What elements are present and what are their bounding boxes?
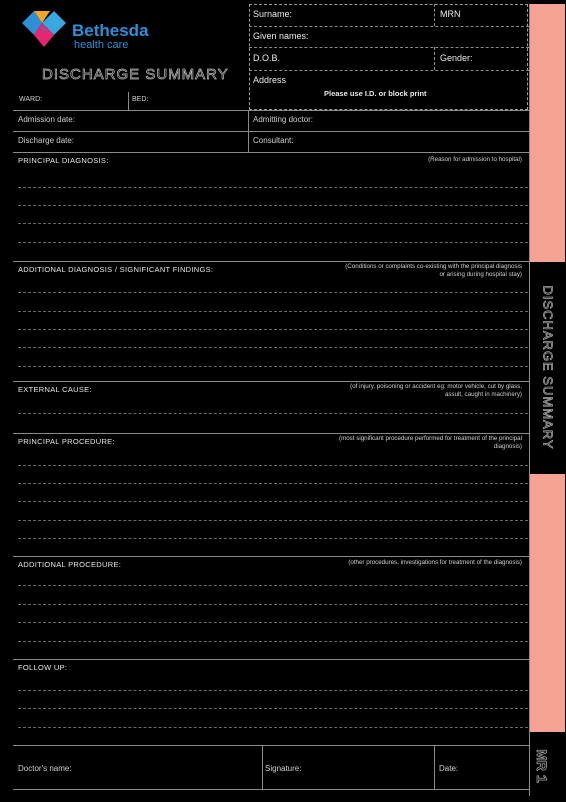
revision-code — [0, 749, 1, 781]
gender-label: Gender: — [440, 53, 473, 63]
given-names-field[interactable] — [320, 27, 526, 46]
external-cause-label: EXTERNAL CAUSE: — [18, 385, 92, 394]
admission-date-field[interactable] — [86, 111, 246, 130]
follow-up-label: FOLLOW UP: — [18, 663, 68, 672]
dob-label: D.O.B. — [253, 53, 281, 63]
principal-diagnosis-hint: (Reason for admission to hospital) — [428, 156, 522, 163]
additional-procedure-hint: (other procedures, investigations for treatment of the diagnosis) — [348, 559, 522, 566]
external-cause-hint: (of injury, poisoning or accident eg: motor vehicle, cut by glass, assult, caught in machinery) — [350, 383, 522, 398]
date-label: Date: — [439, 764, 459, 773]
additional-procedure-field[interactable] — [14, 570, 528, 658]
side-tab-accent-top — [530, 4, 565, 262]
address-field[interactable] — [295, 71, 526, 86]
surname-label: Surname: — [253, 9, 293, 19]
follow-up-field[interactable] — [14, 675, 528, 743]
discharge-date-field[interactable] — [84, 132, 246, 151]
dob-field[interactable] — [282, 48, 432, 69]
ward-field[interactable] — [17, 91, 127, 110]
date-field[interactable] — [462, 747, 526, 787]
logo-tagline: health care — [74, 39, 129, 51]
additional-diagnosis-field[interactable] — [14, 280, 528, 380]
discharge-date-label: Discharge date: — [18, 136, 75, 145]
bed-field[interactable] — [129, 91, 247, 110]
principal-procedure-field[interactable] — [14, 455, 528, 555]
principal-procedure-hint: (most significant procedure performed for treatment of the principal diagnosis) — [339, 435, 522, 450]
doctor-name-label: Doctor's name: — [18, 764, 72, 773]
admitting-doctor-label: Admitting doctor: — [253, 115, 314, 124]
logo-mark-icon — [20, 9, 68, 49]
form-title: DISCHARGE SUMMARY — [42, 66, 229, 83]
ward-label: WARD: — [19, 96, 43, 103]
logo — [20, 9, 160, 51]
gender-field[interactable] — [478, 48, 526, 69]
additional-diagnosis-hint: (Conditions or complaints co-existing with the principal diagnosis or arising during hospital stay) — [345, 263, 522, 278]
id-print-note: Please use I.D. or block print — [324, 89, 427, 98]
mrn-label: MRN — [440, 9, 461, 19]
doctor-name-field[interactable] — [80, 747, 260, 787]
principal-procedure-label: PRINCIPAL PROCEDURE: — [18, 437, 115, 446]
surname-field[interactable] — [300, 5, 432, 25]
admission-date-label: Admission date: — [18, 115, 75, 124]
principal-diagnosis-label: PRINCIPAL DIAGNOSIS: — [18, 156, 109, 165]
address-label: Address — [253, 75, 287, 85]
signature-field[interactable] — [310, 747, 432, 787]
given-names-label: Given names: — [253, 31, 309, 41]
consultant-label: Consultant: — [253, 136, 294, 145]
consultant-field[interactable] — [302, 132, 526, 151]
side-tab-title: DISCHARGE SUMMARY — [540, 285, 556, 450]
admitting-doctor-field[interactable] — [328, 111, 526, 130]
logo-name: Bethesda — [72, 21, 149, 40]
additional-diagnosis-label: ADDITIONAL DIAGNOSIS / SIGNIFICANT FINDINGS: — [18, 265, 214, 274]
mrn-field[interactable] — [462, 5, 526, 25]
external-cause-field[interactable] — [14, 402, 528, 432]
side-tab-code: MR 1 — [534, 749, 550, 783]
additional-procedure-label: ADDITIONAL PROCEDURE: — [18, 560, 122, 569]
principal-diagnosis-field[interactable] — [14, 166, 528, 260]
side-tab-accent-bottom — [530, 474, 565, 732]
bed-label: BED: — [132, 96, 149, 103]
signature-label: Signature: — [265, 764, 302, 773]
